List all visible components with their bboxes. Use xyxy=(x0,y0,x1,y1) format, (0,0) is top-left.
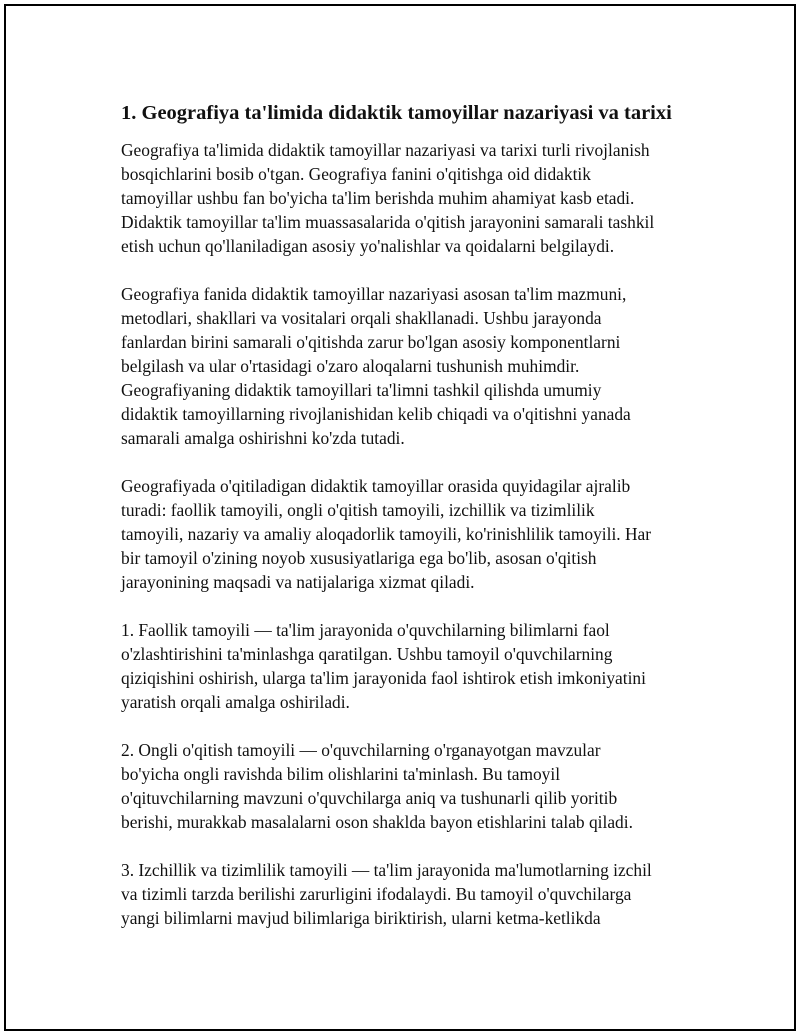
text-line: tamoyillar ushbu fan bo'yicha ta'lim berishda muhim ahamiyat kasb etadi. xyxy=(121,188,635,208)
text-line: samarali amalga oshirishni ko'zda tutadi. xyxy=(121,428,405,448)
paragraph-principles-list xyxy=(121,474,721,594)
text-line: berishi, murakkab masalalarni oson shaklda bayon etishlarini talab qiladi. xyxy=(121,812,633,832)
text-line: Geografiya fanida didaktik tamoyillar nazariyasi asosan ta'lim mazmuni, xyxy=(121,284,627,304)
paragraph-intro xyxy=(121,138,721,258)
text-line: yangi bilimlarni mavjud bilimlariga biriktirish, ularni ketma-ketlikda xyxy=(121,908,601,928)
text-line: yaratish orqali amalga oshiriladi. xyxy=(121,692,350,712)
text-line: bo'yicha ongli ravishda bilim olishlarini ta'minlash. Bu tamoyil xyxy=(121,764,561,784)
text-line: bosqichlarini bosib o'tgan. Geografiya fanini o'qitishga oid didaktik xyxy=(121,164,591,184)
text-line: metodlari, shakllari va vositalari orqali shakllanadi. Ushbu jarayonda xyxy=(121,308,602,328)
page-frame xyxy=(4,4,796,1031)
text-line: 1. Faollik tamoyili — ta'lim jarayonida o'quvchilarning bilimlarni faol xyxy=(121,620,610,640)
paragraph-principle-activity xyxy=(121,618,721,714)
text-line: 2. Ongli o'qitish tamoyili — o'quvchilarning o'rganayotgan mavzular xyxy=(121,740,601,760)
paragraph-principle-consistency xyxy=(121,858,721,930)
text-line: Geografiyaning didaktik tamoyillari ta'limni tashkil qilishda umumiy xyxy=(121,380,602,400)
text-line: Geografiyada o'qitiladigan didaktik tamoyillar orasida quyidagilar ajralib xyxy=(121,476,631,496)
text-line: etish uchun qo'llaniladigan asosiy yo'nalishlar va qoidalarni belgilaydi. xyxy=(121,236,615,256)
text-line: o'zlashtirishini ta'minlashga qaratilgan. Ushbu tamoyil o'quvchilarning xyxy=(121,644,613,664)
section-heading: 1. Geografiya ta'limida didaktik tamoyillar nazariyasi va tarixi xyxy=(121,102,672,124)
text-line: jarayonining maqsadi va natijalariga xizmat qiladi. xyxy=(121,572,475,592)
text-line: qiziqishini oshirish, ularga ta'lim jarayonida faol ishtirok etish imkoniyatini xyxy=(121,668,646,688)
text-line: bir tamoyil o'zining noyob xususiyatlariga ega bo'lib, asosan o'qitish xyxy=(121,548,597,568)
paragraph-principle-conscious xyxy=(121,738,721,834)
text-line: turadi: faollik tamoyili, ongli o'qitish tamoyili, izchillik va tizimlilik xyxy=(121,500,595,520)
paragraph-theory xyxy=(121,282,721,450)
text-line: Didaktik tamoyillar ta'lim muassasalarida o'qitish jarayonini samarali tashkil xyxy=(121,212,655,232)
text-line: va tizimli tarzda berilishi zarurligini ifodalaydi. Bu tamoyil o'quvchilarga xyxy=(121,884,632,904)
text-line: Geografiya ta'limida didaktik tamoyillar nazariyasi va tarixi turli rivojlanish xyxy=(121,140,650,160)
text-line: o'qituvchilarning mavzuni o'quvchilarga aniq va tushunarli qilib yoritib xyxy=(121,788,618,808)
text-line: fanlardan birini samarali o'qitishda zarur bo'lgan asosiy komponentlarni xyxy=(121,332,621,352)
document-body xyxy=(121,99,721,930)
text-line: didaktik tamoyillarning rivojlanishidan kelib chiqadi va o'qitishni yanada xyxy=(121,404,631,424)
text-line: belgilash va ular o'rtasidagi o'zaro aloqalarni tushunish muhimdir. xyxy=(121,356,580,376)
text-line: tamoyili, nazariy va amaliy aloqadorlik tamoyili, ko'rinishlilik tamoyili. Har xyxy=(121,524,652,544)
text-line: 3. Izchillik va tizimlilik tamoyili — ta'lim jarayonida ma'lumotlarning izchil xyxy=(121,860,652,880)
